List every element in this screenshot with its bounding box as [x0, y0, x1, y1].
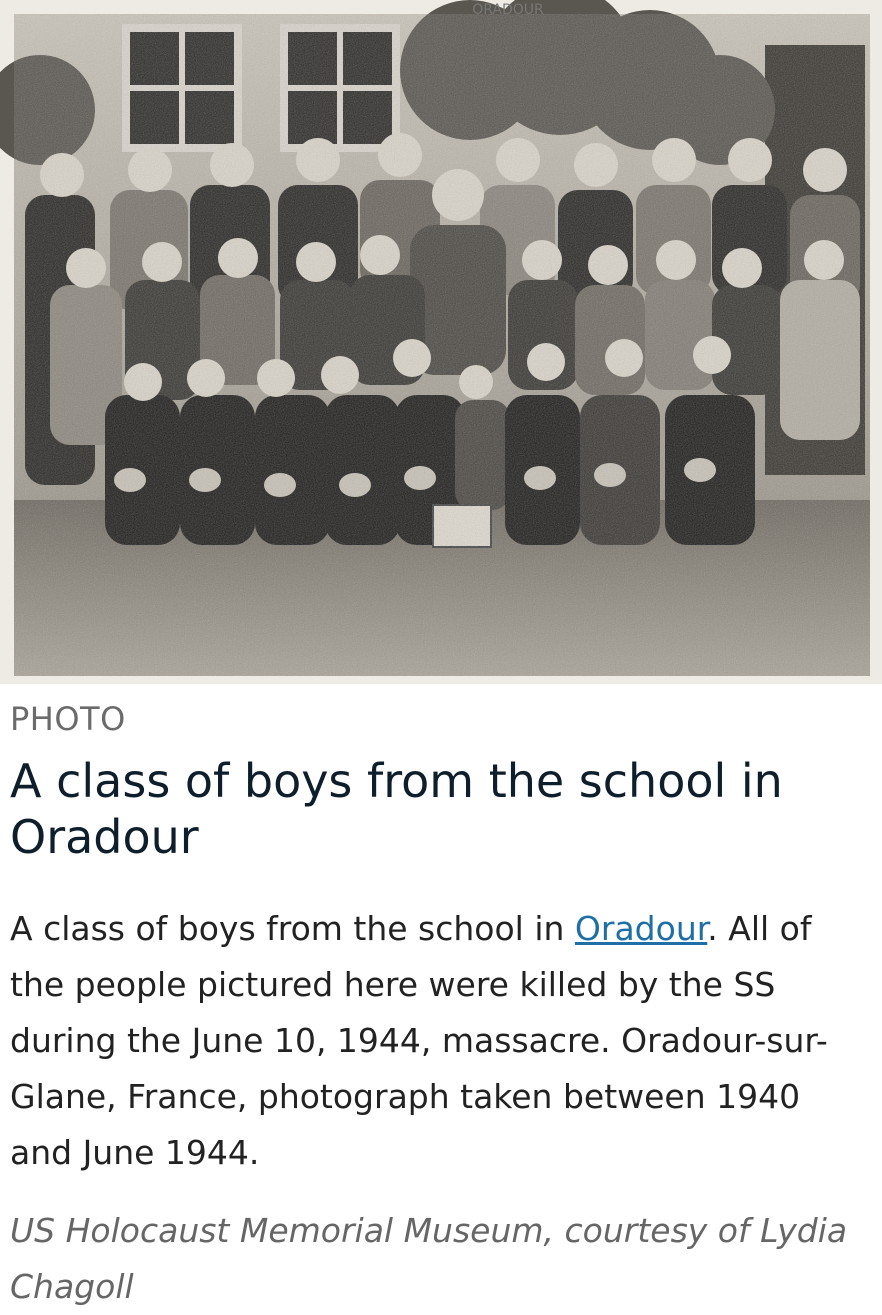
photo-article [0, 702, 882, 1315]
page-title: A class of boys from the school in Oradour [10, 754, 783, 865]
caption-text-before: A class of boys from the school in [10, 909, 575, 949]
photo-caption [10, 901, 872, 1181]
content-type-label: PHOTO [10, 700, 126, 738]
caption-text-after: . All of the people pictured here were killed by the SS during the June 10, 1944, massacre. Oradour-sur-Glane, France, photograph taken between 1940 and June 1944. [10, 909, 828, 1173]
photo-credit: US Holocaust Memorial Museum, courtesy of Lydia Chagoll [10, 1211, 848, 1307]
photo-sign-text: ORADOUR [472, 2, 544, 18]
oradour-link[interactable]: Oradour [574, 909, 708, 949]
